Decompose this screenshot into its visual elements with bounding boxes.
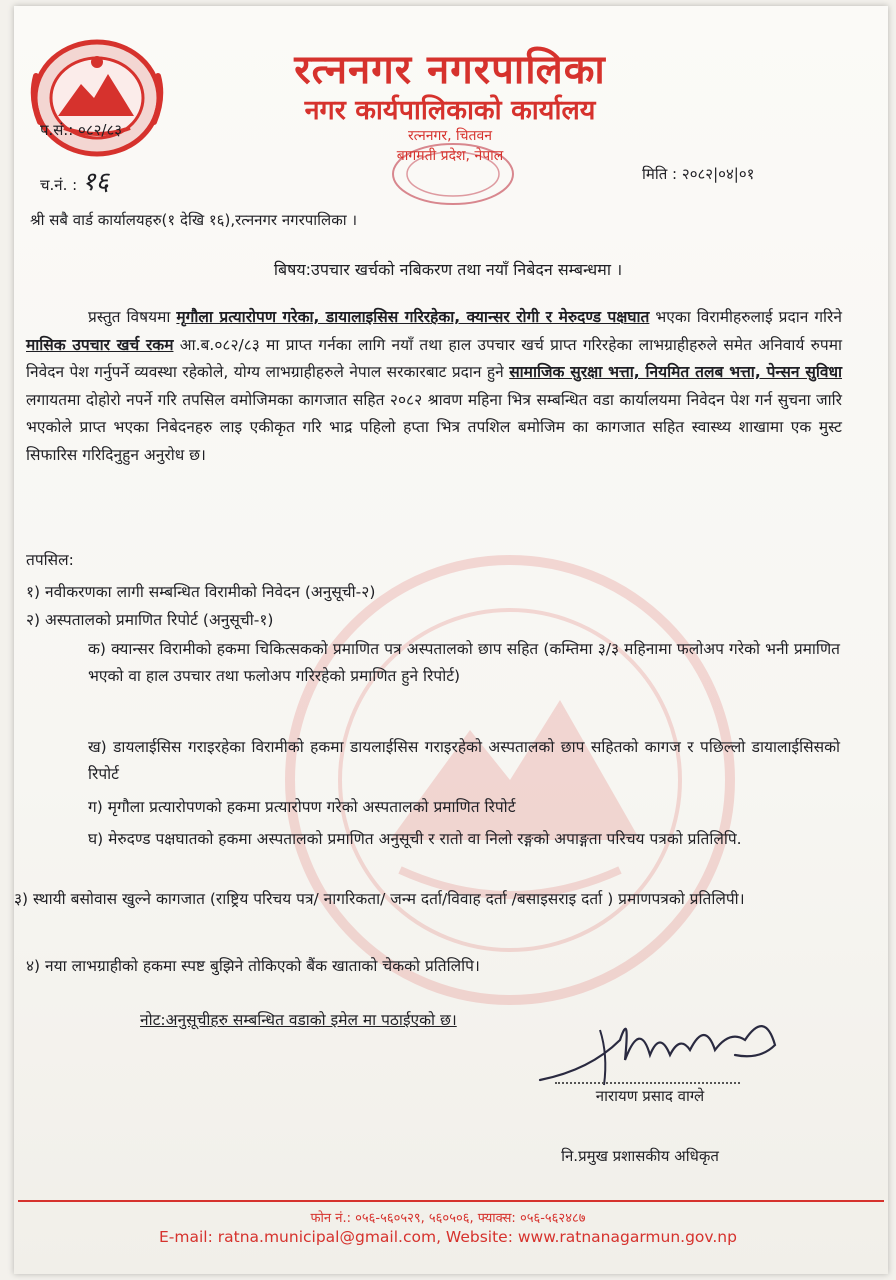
note-line: नोट:अनुसूचीहरु सम्बन्धित वडाको इमेल मा पठाईएको छ। [140, 1011, 457, 1029]
list-item-2d: घ) मेरुदण्ड पक्षघातको हकमा अस्पतालको प्रमाणित अनुसूची र रातो वा निलो रङ्गको अपाङ्गता परिचय पत्रको प्रतिलिपि. [88, 830, 742, 848]
para-text-2: भएका विरामीहरुलाई प्रदान गरिने [649, 308, 842, 326]
list-item-2: २) अस्पतालको प्रमाणित रिपोर्ट (अनुसूची-१) [26, 611, 274, 629]
para-bold-1: मृगौला प्रत्यारोपण गरेका, डायालाइसिस गरिरहेका, क्यान्सर रोगी र मेरुदण्ड पक्षघात [176, 308, 650, 326]
office-address-line1: रत्ननगर, चितवन [407, 128, 493, 144]
footer-email-website: E-mail: ratna.municipal@gmail.com, Website: www.ratnanagarmun.gov.np [159, 1228, 737, 1246]
ps-label: प.सं.: [40, 121, 74, 139]
cn-value: १६ [82, 167, 110, 197]
para-text-1: प्रस्तुत विषयमा [88, 308, 177, 326]
main-paragraph [26, 304, 842, 469]
para-bold-2: मासिक उपचार खर्च रकम [26, 335, 174, 354]
footer-phone: फोन नं.: ०५६-५६०५२९, ५६०५०६, फ्याक्स: ०५६-५६२४८७ [310, 1211, 586, 1226]
para-text-4: लगायतमा दोहोरो नपर्ने गरि तपसिल वमोजिमका कागजात सहित २०८२ श्रावण महिना भित्र सम्बन्धित वडा कार्यालयमा निवेदन पेश गर्न सुचना जारि भएकोले प्राप्त भएका निबेदनहरु लाइ एकीकृत गरि भाद्र पहिलो हप्ता भित्र तपशिल बमोजिम का कागजात सहित स्वास्थ्य शाखामा एक मुस्ट सिफारिस गरिदिनुहुन अनुरोध छ। [26, 390, 842, 464]
signature-dotted-line [555, 1082, 740, 1084]
ps-value: ०८२/८३ [78, 121, 123, 139]
list-item-2b: ख) डायलाईसिस गराइरहेका विरामीको हकमा डायलाईसिस गराइरहेको अस्पतालको छाप सहितको कागज र पछिल्लो डायालाईसिसको रिपोर्ट [88, 738, 840, 783]
para-bold-3: सामाजिक सुरक्षा भत्ता, नियमित तलब भत्ता, पेन्सन सुविधा [509, 363, 843, 381]
list-item-4: ४) नया लाभग्राहीको हकमा स्पष्ट बुझिने तोकिएको बैंक खाताको चेकको प्रतिलिपि। [26, 957, 480, 975]
letter-date [642, 164, 754, 184]
list-item-3: ३) स्थायी बसोवास खुल्ने कागजात (राष्ट्रिय परिचय पत्र/ नागरिकता/ जन्म दर्ता/विवाह दर्ता /बसाइसराइ दर्ता ) प्रमाणपत्रको प्रतिलिपी। [14, 890, 745, 908]
list-item-2a: क) क्यान्सर विरामीको हकमा चिकित्सकको प्रमाणित पत्र अस्पतालको छाप सहित (कम्तिमा ३/३ महिनामा फलोअप गरेको भनी प्रमाणित भएको वा हाल उपचार तथा फलोअप गरिरहेको प्रमाणित हुने रिपोर्ट) [88, 640, 840, 685]
ps-number [40, 120, 122, 140]
recipient-line: श्री सबै वार्ड कार्यालयहरु(१ देखि १६),रत्ननगर नगरपालिका । [30, 211, 358, 229]
office-address-line2: बागमती प्रदेश, नेपाल [396, 148, 504, 164]
list-item-2c: ग) मृगौला प्रत्यारोपणको हकमा प्रत्यारोपण गरेको अस्पतालको प्रमाणित रिपोर्ट [88, 798, 516, 816]
organization-name: रत्ननगर नगरपालिका [294, 47, 606, 93]
signer-name: नारायण प्रसाद वाग्ले [595, 1087, 705, 1105]
office-name: नगर कार्यपालिकाको कार्यालय [304, 95, 596, 126]
date-value: २०८२|०४|०१ [681, 165, 755, 183]
footer-divider [18, 1200, 884, 1202]
list-item-1: १) नवीकरणका लागी सम्बन्धित विरामीको निवेदन (अनुसूची-२) [26, 583, 376, 601]
cn-label: च.नं. : [40, 176, 78, 194]
signer-title: नि.प्रमुख प्रशासकीय अधिकृत [561, 1147, 719, 1165]
subject-line: बिषय:उपचार खर्चको नबिकरण तथा नयाँ निबेदन सम्बन्धमा । [273, 260, 623, 279]
date-label: मिति : [642, 165, 678, 183]
para-text-3: आ.ब.०८२/८३ मा प्राप्त गर्नका लागि नयाँ तथा हाल उपचार खर्च प्राप्त गरिरहेका लाभग्राहीहरुले समेत अनिवार्य रुपमा निवेदन पेश गर्नुपर्ने व्यवस्था रहेकोले, योग्य लाभग्राहीहरुले नेपाल सरकारबाट प्रदान हुने [26, 335, 842, 381]
nepal-government-emblem-icon [26, 36, 168, 160]
tapsil-heading: तपसिल: [26, 551, 74, 569]
handwritten-signature [530, 1000, 790, 1100]
cn-number [40, 162, 109, 198]
